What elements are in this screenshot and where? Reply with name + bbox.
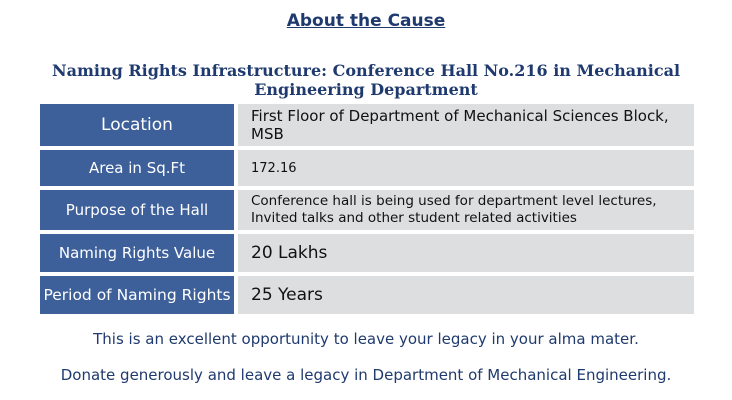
area-label: Area in Sq.Ft	[40, 150, 234, 186]
location-value: First Floor of Department of Mechanical Sciences Block, MSB	[238, 104, 694, 146]
table-row-purpose	[40, 190, 694, 230]
table-row-area	[40, 150, 694, 186]
table-row-period	[40, 276, 694, 314]
period-label: Period of Naming Rights	[40, 276, 234, 314]
footer-line-1: This is an excellent opportunity to leave your legacy in your alma mater.	[93, 330, 639, 348]
footer-line-2: Donate generously and leave a legacy in Department of Mechanical Engineering.	[60, 366, 672, 384]
table-row-naming-value	[40, 234, 694, 272]
naming-value-value: 20 Lakhs	[238, 234, 694, 272]
page-title: About the Cause	[286, 11, 446, 31]
purpose-label: Purpose of the Hall	[40, 190, 234, 230]
area-value: 172.16	[238, 150, 694, 186]
table-row-location	[40, 104, 694, 146]
period-value: 25 Years	[238, 276, 694, 314]
details-table	[40, 104, 694, 318]
page-subtitle: Naming Rights Infrastructure: Conference Hall No.216 in Mechanical Engineering Department	[51, 61, 681, 99]
purpose-value	[238, 190, 694, 230]
purpose-value-line1: Conference hall is being used for department level lectures,	[251, 193, 657, 209]
purpose-value-line2: Invited talks and other student related activities	[251, 210, 577, 226]
location-label: Location	[40, 104, 234, 146]
naming-value-label: Naming Rights Value	[40, 234, 234, 272]
